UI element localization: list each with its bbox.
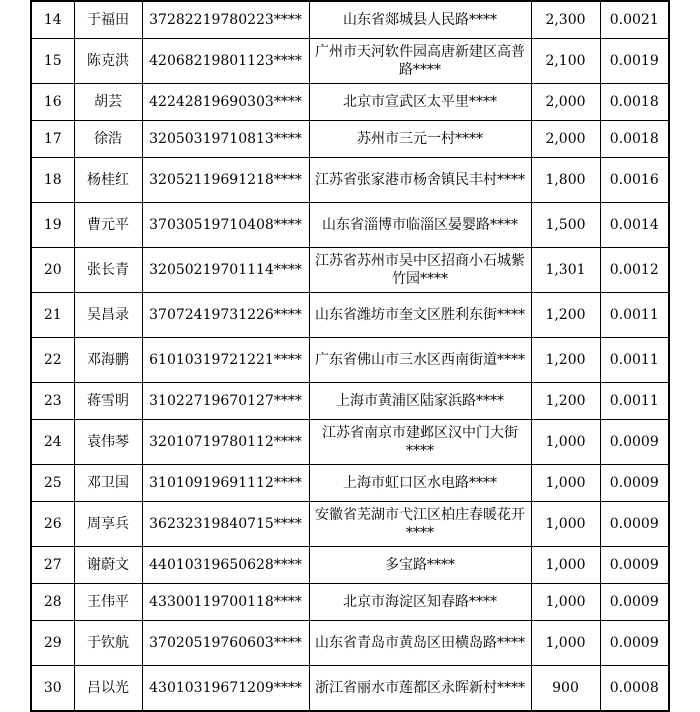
share-ratio-cell: 0.0021: [600, 1, 669, 39]
holder-name-cell: 王伟平: [74, 584, 142, 621]
table-row: [31, 502, 669, 547]
row-number-cell: 30: [31, 666, 74, 712]
holder-name-cell: 徐浩: [74, 121, 142, 158]
id-number-cell: 31022719670127****: [142, 383, 309, 420]
address-cell: 江苏省南京市建邺区汉中门大街****: [309, 420, 531, 465]
row-number-cell: 22: [31, 338, 74, 383]
table-row: [31, 383, 669, 420]
share-ratio-cell: 0.0016: [600, 158, 669, 203]
share-ratio-cell: 0.0019: [600, 39, 669, 84]
table-row: [31, 1, 669, 39]
id-number-cell: 37030519710408****: [142, 203, 309, 248]
address-cell: 山东省淄博市临淄区晏婴路****: [309, 203, 531, 248]
holder-name-cell: 谢蔚文: [74, 547, 142, 584]
table-row: [31, 465, 669, 502]
share-count-cell: 1,800: [531, 158, 600, 203]
share-count-cell: 1,000: [531, 465, 600, 502]
share-ratio-cell: 0.0011: [600, 338, 669, 383]
share-count-cell: 1,301: [531, 248, 600, 293]
row-number-cell: 15: [31, 39, 74, 84]
share-ratio-cell: 0.0012: [600, 248, 669, 293]
id-number-cell: 37020519760603****: [142, 621, 309, 666]
share-count-cell: 1,200: [531, 293, 600, 338]
row-number-cell: 14: [31, 1, 74, 39]
share-ratio-cell: 0.0009: [600, 547, 669, 584]
address-cell: 山东省郯城县人民路****: [309, 1, 531, 39]
row-number-cell: 20: [31, 248, 74, 293]
share-count-cell: 2,000: [531, 84, 600, 121]
holder-name-cell: 陈克洪: [74, 39, 142, 84]
holder-name-cell: 胡芸: [74, 84, 142, 121]
holder-name-cell: 邓卫国: [74, 465, 142, 502]
share-count-cell: 1,000: [531, 621, 600, 666]
id-number-cell: 32050319710813****: [142, 121, 309, 158]
holder-name-cell: 于福田: [74, 1, 142, 39]
id-number-cell: 42068219801123****: [142, 39, 309, 84]
share-ratio-cell: 0.0009: [600, 621, 669, 666]
id-number-cell: 32052119691218****: [142, 158, 309, 203]
table-row: [31, 420, 669, 465]
address-cell: 多宝路****: [309, 547, 531, 584]
address-cell: 江苏省苏州市吴中区招商小石城紫竹园****: [309, 248, 531, 293]
share-ratio-cell: 0.0011: [600, 293, 669, 338]
share-ratio-cell: 0.0018: [600, 84, 669, 121]
row-number-cell: 16: [31, 84, 74, 121]
share-count-cell: 2,000: [531, 121, 600, 158]
table-row: [31, 338, 669, 383]
row-number-cell: 28: [31, 584, 74, 621]
table-row: [31, 547, 669, 584]
id-number-cell: 43010319671209****: [142, 666, 309, 712]
address-cell: 山东省青岛市黄岛区田横岛路****: [309, 621, 531, 666]
row-number-cell: 29: [31, 621, 74, 666]
table-row: [31, 203, 669, 248]
address-cell: 江苏省张家港市杨舍镇民丰村****: [309, 158, 531, 203]
share-ratio-cell: 0.0011: [600, 383, 669, 420]
row-number-cell: 24: [31, 420, 74, 465]
id-number-cell: 32050219701114****: [142, 248, 309, 293]
holder-name-cell: 张长青: [74, 248, 142, 293]
table-row: [31, 39, 669, 84]
address-cell: 北京市宣武区太平里****: [309, 84, 531, 121]
holder-name-cell: 杨桂红: [74, 158, 142, 203]
row-number-cell: 21: [31, 293, 74, 338]
share-count-cell: 1,000: [531, 547, 600, 584]
row-number-cell: 27: [31, 547, 74, 584]
share-count-cell: 1,200: [531, 338, 600, 383]
share-count-cell: 1,000: [531, 584, 600, 621]
share-ratio-cell: 0.0009: [600, 502, 669, 547]
id-number-cell: 32010719780112****: [142, 420, 309, 465]
row-number-cell: 19: [31, 203, 74, 248]
holder-name-cell: 于钦航: [74, 621, 142, 666]
share-ratio-cell: 0.0009: [600, 465, 669, 502]
address-cell: 安徽省芜湖市弋江区柏庄春暖花开****: [309, 502, 531, 547]
share-count-cell: 1,500: [531, 203, 600, 248]
row-number-cell: 25: [31, 465, 74, 502]
id-number-cell: 43300119700118****: [142, 584, 309, 621]
row-number-cell: 18: [31, 158, 74, 203]
table-row: [31, 84, 669, 121]
share-ratio-cell: 0.0014: [600, 203, 669, 248]
holder-name-cell: 邓海鹏: [74, 338, 142, 383]
holder-name-cell: 周享兵: [74, 502, 142, 547]
id-number-cell: 37072419731226****: [142, 293, 309, 338]
share-count-cell: 1,200: [531, 383, 600, 420]
row-number-cell: 17: [31, 121, 74, 158]
address-cell: 上海市虹口区水电路****: [309, 465, 531, 502]
id-number-cell: 44010319650628****: [142, 547, 309, 584]
id-number-cell: 42242819690303****: [142, 84, 309, 121]
address-cell: 广东省佛山市三水区西南街道****: [309, 338, 531, 383]
table-row: [31, 158, 669, 203]
share-ratio-cell: 0.0009: [600, 584, 669, 621]
address-cell: 上海市黄浦区陆家浜路****: [309, 383, 531, 420]
holder-name-cell: 袁伟琴: [74, 420, 142, 465]
table-row: [31, 248, 669, 293]
table-row: [31, 584, 669, 621]
table-row: [31, 666, 669, 712]
shareholder-table-container: [30, 0, 668, 712]
table-row: [31, 121, 669, 158]
id-number-cell: 36232319840715****: [142, 502, 309, 547]
share-ratio-cell: 0.0008: [600, 666, 669, 712]
address-cell: 浙江省丽水市莲都区永晖新村****: [309, 666, 531, 712]
share-ratio-cell: 0.0009: [600, 420, 669, 465]
share-count-cell: 900: [531, 666, 600, 712]
share-count-cell: 2,300: [531, 1, 600, 39]
address-cell: 山东省潍坊市奎文区胜利东街****: [309, 293, 531, 338]
row-number-cell: 26: [31, 502, 74, 547]
share-ratio-cell: 0.0018: [600, 121, 669, 158]
holder-name-cell: 吕以光: [74, 666, 142, 712]
row-number-cell: 23: [31, 383, 74, 420]
address-cell: 广州市天河软件园高唐新建区高普路****: [309, 39, 531, 84]
holder-name-cell: 蒋雪明: [74, 383, 142, 420]
holder-name-cell: 吴昌录: [74, 293, 142, 338]
address-cell: 苏州市三元一村****: [309, 121, 531, 158]
share-count-cell: 2,100: [531, 39, 600, 84]
id-number-cell: 37282219780223****: [142, 1, 309, 39]
id-number-cell: 31010919691112****: [142, 465, 309, 502]
shareholder-table: [30, 0, 670, 712]
id-number-cell: 61010319721221****: [142, 338, 309, 383]
table-body: [31, 1, 669, 711]
address-cell: 北京市海淀区知春路****: [309, 584, 531, 621]
share-count-cell: 1,000: [531, 502, 600, 547]
table-row: [31, 293, 669, 338]
holder-name-cell: 曹元平: [74, 203, 142, 248]
share-count-cell: 1,000: [531, 420, 600, 465]
